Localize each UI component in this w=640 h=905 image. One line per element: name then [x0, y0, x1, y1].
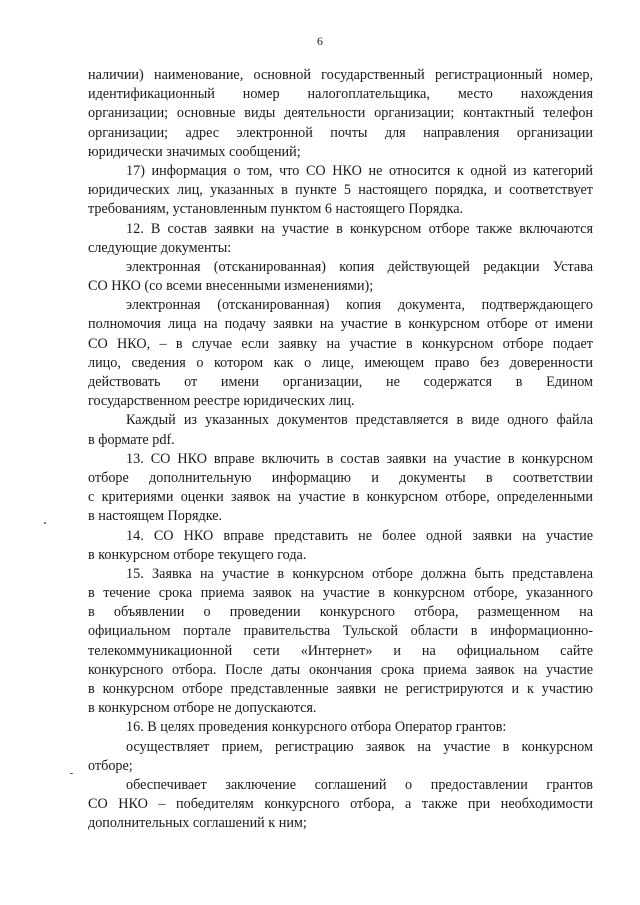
text-line: Каждый из указанных документов представляется в виде одного файла	[126, 412, 593, 429]
text-line: 13. СО НКО вправе включить в состав заявки на участие в конкурсном	[126, 450, 593, 467]
text-line: 12. В состав заявки на участие в конкурсном отборе также включаются	[126, 220, 593, 237]
text-line: государственном реестре юридических лиц.	[88, 393, 355, 410]
text-line: организации; адрес электронной почты для направления организации	[88, 124, 593, 141]
text-line: действовать от имени организации, не содержатся в Едином	[88, 374, 593, 390]
text-line: лицо, сведения о котором как о лице, имеющем право без доверенности	[88, 354, 593, 371]
scan-mark	[44, 522, 46, 524]
text-line: дополнительных соглашений к ним;	[88, 815, 307, 832]
text-line: в объявлении о проведении конкурсного отбора, размещенном на	[88, 604, 593, 621]
text-line: требованиям, установленным пунктом 6 настоящего Порядка.	[88, 201, 464, 218]
text-line: в конкурсном отборе представленные заявки не регистрируются и к участию	[88, 681, 593, 697]
text-line: отборе дополнительную информацию и документы в соответствии	[88, 469, 593, 486]
text-line: СО НКО – победителям конкурсного отбора, а также при необходимости	[88, 796, 593, 813]
text-line: электронная (отсканированная) копия документа, подтверждающего	[126, 297, 593, 314]
text-line: телекоммуникационной сети «Интернет» и на официальном сайте	[88, 642, 593, 659]
text-line: в настоящем Порядке.	[88, 508, 223, 525]
text-line: наличии) наименование, основной государственный регистрационный номер,	[88, 67, 593, 83]
text-line: в конкурсном отборе текущего года.	[88, 546, 307, 563]
scan-mark	[70, 773, 73, 774]
text-line: СО НКО, – в случае если заявку на участие в конкурсном отборе подает	[88, 335, 593, 352]
text-line: 15. Заявка на участие в конкурсном отборе должна быть представлена	[126, 565, 593, 582]
text-line: следующие документы:	[88, 239, 232, 256]
text-line: 14. СО НКО вправе представить не более одной заявки на участие	[126, 527, 593, 544]
text-line: СО НКО (со всеми внесенными изменениями);	[88, 278, 374, 295]
text-line: отборе;	[88, 757, 133, 774]
document-body	[88, 66, 593, 834]
text-line: осуществляет прием, регистрацию заявок на участие в конкурсном	[126, 738, 593, 755]
text-line: официальном портале правительства Тульской области в информационно-	[88, 623, 593, 640]
page-number: 6	[317, 34, 323, 48]
text-line: электронная (отсканированная) копия действующей редакции Устава	[126, 258, 593, 275]
text-line: в конкурсном отборе не допускаются.	[88, 700, 317, 717]
text-line: 16. В целях проведения конкурсного отбора Оператор грантов:	[126, 719, 507, 736]
text-line: с критериями оценки заявок на участие в конкурсном отборе, определенными	[88, 489, 593, 506]
text-line: в течение срока приема заявок на участие в конкурсном отборе, указанного	[88, 585, 593, 602]
text-line: полномочия лица на подачу заявки на участие в конкурсном отборе от имени	[88, 316, 593, 333]
text-line: организации; основные виды деятельности организации; контактный телефон	[88, 105, 593, 122]
text-line: конкурсного отбора. После даты окончания срока приема заявок на участие	[88, 661, 593, 678]
text-line: в формате pdf.	[88, 431, 175, 448]
text-line: юридически значимых сообщений;	[88, 143, 301, 160]
text-line: юридических лиц, указанных в пункте 5 настоящего порядка, и соответствует	[88, 182, 593, 199]
text-line: 17) информация о том, что СО НКО не относится к одной из категорий	[126, 162, 593, 179]
text-line: обеспечивает заключение соглашений о предоставлении грантов	[126, 776, 593, 793]
text-line: идентификационный номер налогоплательщика, место нахождения	[88, 86, 593, 103]
